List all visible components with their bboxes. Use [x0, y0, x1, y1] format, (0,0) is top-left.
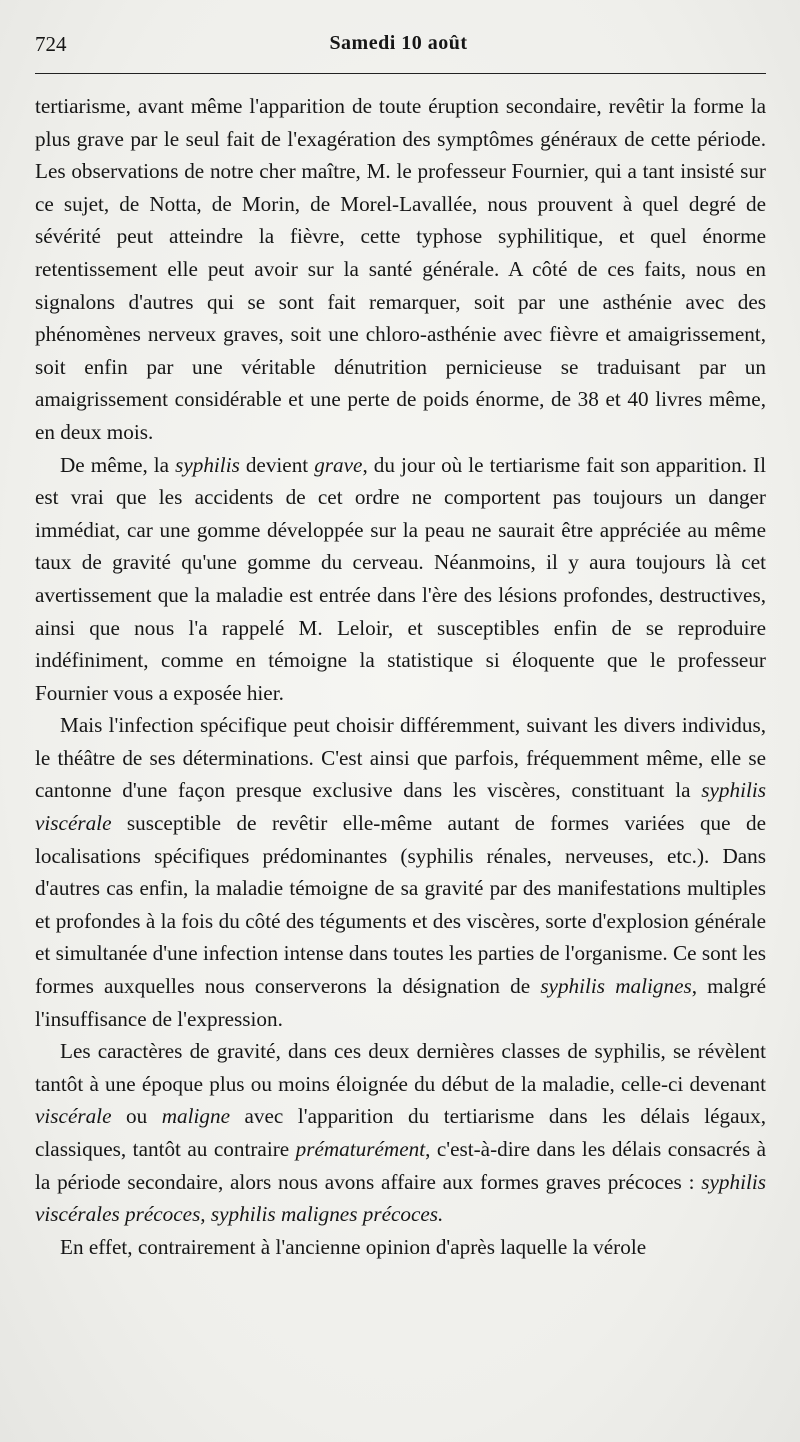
header-rule — [35, 73, 766, 74]
text-run: tertiarisme, avant même l'apparition de toute éruption secondaire, revêtir la forme la plus grave par le seul fait de l'exagération des symptômes généraux de cette période. Les observations de notre cher maître, M. le professeur Fournier, qui a tant insisté sur ce sujet, de Notta, de Morin, de Morel-Lavallée, nous prouvent à quel degré de sévérité peut atteindre la fièvre, cette typhose syphilitique, et quel énorme retentissement elle peut avoir sur la santé générale. A côté de ces faits, nous en signalons d'autres qui se sont fait remarquer, soit par une asthénie avec des phénomènes nerveux graves, soit une chloro-asthénie avec fièvre et amaigrissement, soit enfin par une véritable dénutrition pernicieuse se traduisant par un amaigrissement considérable et une perte de poids énorme, de 38 et 40 livres même, en deux mois. — [35, 94, 766, 444]
text-run: susceptible de revêtir elle-même autant de formes variées que de localisations spécifiques prédominantes (syphilis rénales, nerveuses, etc.). Dans d'autres cas enfin, la maladie témoigne de sa gravité par des manifestations multiples et profondes à la fois du côté des téguments et des viscères, sorte d'explosion générale et simultanée d'une infection intense dans toutes les parties de l'organisme. Ce sont les formes auxquelles nous conserverons la désignation de — [35, 811, 766, 999]
italic-run: syphilis malignes — [540, 974, 692, 999]
italic-run: maligne — [161, 1104, 230, 1129]
text-run: Mais l'infection spécifique peut choisir différemment, suivant les divers individus, le théâtre de ses déterminations. C'est ainsi que parfois, fréquemment même, elle se cantonne d'une façon presque exclusive dans les viscères, constituant la — [35, 713, 766, 803]
paragraph — [35, 449, 766, 710]
text-run: En effet, contrairement à l'ancienne opinion d'après laquelle la vérole — [60, 1234, 647, 1259]
paragraph — [35, 90, 766, 449]
running-title: Samedi 10 août — [329, 32, 468, 54]
text-run: De même, la — [60, 452, 176, 477]
text-run: , malgré l'insuffisance de l'expression. — [35, 974, 766, 1031]
body-text — [35, 90, 766, 1263]
italic-run: grave — [314, 452, 363, 477]
paragraph — [35, 1231, 766, 1264]
paragraph — [35, 1035, 766, 1231]
text-run: avec l'apparition du tertiarisme dans les délais légaux, classiques, tantôt au contraire — [35, 1104, 766, 1161]
page-number: 724 — [35, 32, 67, 56]
italic-run: viscérale — [35, 1104, 112, 1129]
italic-run: syphilis — [175, 452, 240, 477]
text-run: , du jour où le tertiarisme fait son apparition. Il est vrai que les accidents de cet ordre ne comportent pas toujours un danger immédiat, car une gomme développée sur la peau ne saurait être appréciée au même taux de gravité qu'une gomme du cerveau. Néanmoins, il y aura toujours là cet avertissement que la maladie est entrée dans l'ère des lésions profondes, destructives, ainsi que nous l'a rappelé M. Leloir, et susceptibles enfin de se reproduire indéfiniment, comme en témoigne la statistique si éloquente que le professeur Fournier vous a exposée hier. — [35, 452, 766, 705]
italic-run: prématurément — [295, 1137, 426, 1161]
text-run: devient — [239, 452, 315, 477]
italic-run: syphilis viscérales précoces, syphilis malignes précoces. — [35, 1169, 766, 1227]
page-header — [35, 30, 762, 64]
text-run: , c'est-à-dire dans les délais consacrés à la période secondaire, alors nous avons affaire aux formes graves précoces : — [35, 1137, 766, 1194]
text-run: Les caractères de gravité, dans ces deux dernières classes de syphilis, se révèlent tantôt à une époque plus ou moins éloignée du début de la maladie, celle-ci devenant — [35, 1039, 766, 1096]
text-run: ou — [111, 1104, 162, 1129]
paragraph — [35, 709, 766, 1035]
italic-run: syphilis viscérale — [35, 778, 766, 836]
